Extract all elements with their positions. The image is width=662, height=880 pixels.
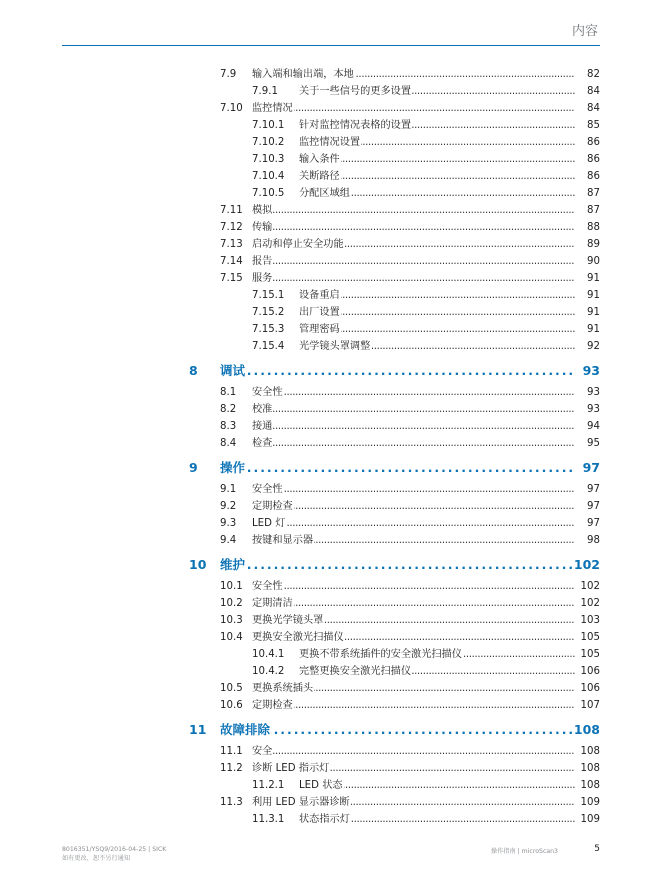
toc-entry-number: 10.2 xyxy=(220,598,243,609)
toc-entry-number: 11.3.1 xyxy=(252,814,285,825)
toc-entry-title xyxy=(252,219,575,236)
toc-entry-page: 105 xyxy=(580,632,600,643)
toc-entry-number: 7.10.4 xyxy=(252,171,285,182)
toc-entry-title xyxy=(252,532,575,549)
toc-entry-title-text: LED 灯 xyxy=(252,518,286,529)
toc-entry-title-text: 调试 xyxy=(220,363,246,378)
toc-entry-page: 84 xyxy=(587,103,600,114)
footer-page-number: 5 xyxy=(594,844,600,854)
toc-entry[interactable] xyxy=(0,697,662,714)
toc-entry-title xyxy=(220,553,575,577)
toc-entry-page: 97 xyxy=(587,501,600,512)
toc-entry-number: 7.10 xyxy=(220,103,243,114)
toc-entry-title xyxy=(299,777,575,794)
toc-entry-number: 11.2.1 xyxy=(252,780,285,791)
toc-entry[interactable] xyxy=(0,270,662,287)
toc-entry[interactable] xyxy=(0,236,662,253)
toc-entry-page: 97 xyxy=(587,518,600,529)
toc-entry-page: 89 xyxy=(587,239,600,250)
toc-entry-number: 10.3 xyxy=(220,615,243,626)
toc-entry-title-text: 完整更换安全激光扫描仪 xyxy=(299,666,412,677)
toc-entry-title xyxy=(252,629,575,646)
toc-entry-title xyxy=(299,134,575,151)
toc-entry-title xyxy=(299,338,575,355)
toc-entry-title xyxy=(220,359,575,383)
toc-entry-number: 9.3 xyxy=(220,518,237,529)
toc-entry[interactable] xyxy=(0,304,662,321)
toc-entry-title xyxy=(220,456,575,480)
toc-entry-page: 98 xyxy=(587,535,600,546)
toc-entry[interactable] xyxy=(0,338,662,355)
toc-entry-title xyxy=(299,646,575,663)
toc-entry-title xyxy=(252,794,575,811)
toc-entry-title-text: 报告 xyxy=(252,256,273,267)
toc-entry-page: 86 xyxy=(587,171,600,182)
toc-entry-number: 9.2 xyxy=(220,501,237,512)
toc-entry-number: 7.9.1 xyxy=(252,86,278,97)
toc-entry-title-text: 输入端和输出端，本地 xyxy=(252,69,354,80)
toc-entry-number: 7.10.3 xyxy=(252,154,285,165)
toc-entry[interactable] xyxy=(0,794,662,811)
toc-entry-title-text: 安全性 xyxy=(252,581,283,592)
toc-entry-title xyxy=(299,168,575,185)
header-rule xyxy=(62,45,600,46)
toc-entry-number: 7.13 xyxy=(220,239,243,250)
toc-entry-number: 11.3 xyxy=(220,797,243,808)
toc-entry-number: 7.14 xyxy=(220,256,243,267)
toc-entry-title-text: 更换系统插头 xyxy=(252,683,314,694)
toc-entry-title xyxy=(252,100,575,117)
toc-entry[interactable] xyxy=(0,168,662,185)
toc-entry-number: 7.15.2 xyxy=(252,307,285,318)
toc-entry-title xyxy=(252,253,575,270)
toc-entry-title-text: 按键和显示器 xyxy=(252,535,314,546)
toc-entry-number: 11 xyxy=(189,722,207,737)
toc-entry-number: 7.12 xyxy=(220,222,243,233)
toc-entry[interactable] xyxy=(0,66,662,83)
toc-entry-title-text: 管理密码 xyxy=(299,324,340,335)
toc-entry-title-text: 更换不带系统插件的安全激光扫描仪 xyxy=(299,649,462,660)
toc-entry-page: 93 xyxy=(582,363,600,378)
table-of-contents xyxy=(0,66,662,828)
toc-entry-title xyxy=(252,515,575,532)
toc-entry-number: 7.15.4 xyxy=(252,341,285,352)
toc-entry[interactable] xyxy=(0,321,662,338)
toc-entry-title-text: 定期清洁 xyxy=(252,598,293,609)
toc-entry[interactable] xyxy=(0,481,662,498)
toc-entry-number: 10.6 xyxy=(220,700,243,711)
toc-entry[interactable] xyxy=(0,743,662,760)
toc-entry-number: 7.9 xyxy=(220,69,237,80)
footer-left xyxy=(62,846,166,863)
toc-entry-title-text: 传输 xyxy=(252,222,273,233)
toc-entry-title-text: 光学镜头罩调整 xyxy=(299,341,371,352)
toc-entry[interactable] xyxy=(0,612,662,629)
toc-entry[interactable] xyxy=(0,498,662,515)
toc-entry-page: 91 xyxy=(587,290,600,301)
toc-entry-title xyxy=(299,185,575,202)
toc-entry-title xyxy=(252,481,575,498)
toc-entry-title xyxy=(252,66,575,83)
toc-entry-page: 86 xyxy=(587,137,600,148)
toc-entry-title xyxy=(252,236,575,253)
toc-entry[interactable] xyxy=(0,185,662,202)
footer-manual-name: 操作指南 | microScan3 xyxy=(490,848,558,855)
toc-entry[interactable] xyxy=(0,83,662,100)
toc-entry-page: 102 xyxy=(573,557,600,572)
toc-entry[interactable] xyxy=(0,578,662,595)
toc-entry-number: 10.5 xyxy=(220,683,243,694)
toc-entry-title-text: 定期检查 xyxy=(252,700,293,711)
toc-entry-title xyxy=(252,743,575,760)
toc-entry-number: 9.4 xyxy=(220,535,237,546)
toc-entry-number: 7.15 xyxy=(220,273,243,284)
toc-entry[interactable] xyxy=(0,151,662,168)
toc-entry-title-text: 设备重启 xyxy=(299,290,340,301)
toc-entry-title-text: 利用 LED 显示器诊断 xyxy=(252,797,350,808)
toc-entry[interactable] xyxy=(0,117,662,134)
toc-entry-page: 97 xyxy=(582,460,600,475)
toc-entry-title xyxy=(252,401,575,418)
toc-entry-page: 105 xyxy=(580,649,600,660)
footer-doc-id: 8016351/YSQ9/2016-04-25 | SICK xyxy=(62,846,167,853)
toc-entry-number: 10.1 xyxy=(220,581,243,592)
toc-entry-number: 7.15.3 xyxy=(252,324,285,335)
toc-entry-page: 88 xyxy=(587,222,600,233)
toc-entry-number: 7.15.1 xyxy=(252,290,285,301)
toc-entry-page: 84 xyxy=(587,86,600,97)
toc-entry-title xyxy=(252,435,575,452)
toc-entry-title xyxy=(252,680,575,697)
toc-entry[interactable] xyxy=(0,100,662,117)
toc-entry[interactable] xyxy=(0,663,662,680)
toc-entry-title-text: 分配区域组 xyxy=(299,188,350,199)
toc-entry-title-text: 安全性 xyxy=(252,484,283,495)
toc-entry-number: 9.1 xyxy=(220,484,237,495)
toc-entry-page: 106 xyxy=(580,683,600,694)
toc-entry-title-text: 监控情况设置 xyxy=(299,137,361,148)
toc-entry-page: 90 xyxy=(587,256,600,267)
toc-entry-number: 8.2 xyxy=(220,404,237,415)
toc-entry-title-text: 安全性 xyxy=(252,387,283,398)
toc-entry-page: 102 xyxy=(580,598,600,609)
toc-entry-title-text: 安全 xyxy=(252,746,273,757)
toc-entry-title xyxy=(252,270,575,287)
toc-entry-title-text: 定期检查 xyxy=(252,501,293,512)
toc-entry[interactable] xyxy=(0,680,662,697)
toc-entry-number: 10.4 xyxy=(220,632,243,643)
toc-entry-title xyxy=(252,697,575,714)
toc-entry[interactable] xyxy=(0,202,662,219)
toc-chapter-entry[interactable] xyxy=(0,359,662,383)
toc-entry[interactable] xyxy=(0,777,662,794)
toc-entry-title xyxy=(299,83,575,100)
toc-entry-number: 11.1 xyxy=(220,746,243,757)
toc-entry-page: 108 xyxy=(580,763,600,774)
toc-chapter-entry[interactable] xyxy=(0,456,662,480)
toc-entry-page: 103 xyxy=(580,615,600,626)
toc-entry[interactable] xyxy=(0,760,662,777)
toc-entry-page: 106 xyxy=(580,666,600,677)
toc-entry-title-text: 操作 xyxy=(220,460,246,475)
toc-entry-number: 8.4 xyxy=(220,438,237,449)
toc-entry-page: 92 xyxy=(587,341,600,352)
toc-entry-page: 109 xyxy=(580,797,600,808)
toc-entry-page: 108 xyxy=(580,746,600,757)
toc-entry[interactable] xyxy=(0,219,662,236)
toc-entry-title xyxy=(252,578,575,595)
toc-entry-title xyxy=(299,304,575,321)
toc-entry-page: 95 xyxy=(587,438,600,449)
toc-entry-title-text: 监控情况 xyxy=(252,103,293,114)
toc-entry-title xyxy=(299,287,575,304)
toc-entry-page: 87 xyxy=(587,205,600,216)
toc-entry-number: 10 xyxy=(189,557,207,572)
toc-entry-page: 102 xyxy=(580,581,600,592)
toc-entry-title xyxy=(299,321,575,338)
toc-entry-number: 7.11 xyxy=(220,205,243,216)
toc-entry-title xyxy=(220,718,575,742)
toc-entry-title xyxy=(299,117,575,134)
toc-entry-title-text: 检查 xyxy=(252,438,273,449)
toc-entry-page: 97 xyxy=(587,484,600,495)
footer-notice: 如有更改，恕不另行通知 xyxy=(62,854,131,862)
toc-entry[interactable] xyxy=(0,418,662,435)
toc-entry-title xyxy=(252,498,575,515)
toc-entry-number: 10.4.1 xyxy=(252,649,285,660)
toc-entry-title-text: 出厂设置 xyxy=(299,307,340,318)
toc-entry[interactable] xyxy=(0,515,662,532)
toc-entry[interactable] xyxy=(0,287,662,304)
toc-entry[interactable] xyxy=(0,532,662,549)
toc-entry-title xyxy=(299,663,575,680)
toc-entry-number: 9 xyxy=(189,460,198,475)
toc-entry-title xyxy=(252,760,575,777)
toc-entry[interactable] xyxy=(0,595,662,612)
toc-entry-page: 93 xyxy=(587,404,600,415)
toc-entry-title xyxy=(252,612,575,629)
toc-entry-page: 86 xyxy=(587,154,600,165)
toc-chapter-entry[interactable] xyxy=(0,718,662,742)
toc-entry-number: 8.3 xyxy=(220,421,237,432)
toc-entry-page: 108 xyxy=(580,780,600,791)
toc-entry-title-text: 状态指示灯 xyxy=(299,814,350,825)
toc-entry-title-text: 针对监控情况表格的设置 xyxy=(299,120,412,131)
toc-entry-number: 8.1 xyxy=(220,387,237,398)
toc-entry-number: 7.10.5 xyxy=(252,188,285,199)
toc-entry[interactable] xyxy=(0,253,662,270)
toc-entry-title xyxy=(299,151,575,168)
toc-entry-page: 94 xyxy=(587,421,600,432)
toc-entry-title-text: 关断路径 xyxy=(299,171,340,182)
toc-entry-page: 93 xyxy=(587,387,600,398)
toc-entry-page: 107 xyxy=(580,700,600,711)
toc-entry-page: 108 xyxy=(573,722,600,737)
toc-entry-title-text: 更换光学镜头罩 xyxy=(252,615,324,626)
toc-entry-page: 87 xyxy=(587,188,600,199)
toc-entry-title-text: 启动和停止安全功能 xyxy=(252,239,344,250)
toc-entry-title xyxy=(299,811,575,828)
toc-entry-number: 7.10.1 xyxy=(252,120,285,131)
toc-entry-title-text: LED 状态 xyxy=(299,780,343,791)
toc-entry-title xyxy=(252,202,575,219)
toc-entry-title-text: 校准 xyxy=(252,404,273,415)
toc-entry-title-text: 服务 xyxy=(252,273,273,284)
header-title: 内容 xyxy=(571,24,598,39)
toc-entry-number: 8 xyxy=(189,363,198,378)
toc-entry[interactable] xyxy=(0,646,662,663)
toc-entry-title xyxy=(252,384,575,401)
toc-chapter-entry[interactable] xyxy=(0,553,662,577)
toc-entry[interactable] xyxy=(0,401,662,418)
toc-entry-page: 91 xyxy=(587,307,600,318)
toc-entry-title xyxy=(252,595,575,612)
toc-entry-title-text: 诊断 LED 指示灯 xyxy=(252,763,330,774)
toc-entry[interactable] xyxy=(0,134,662,151)
toc-entry-title-text: 更换安全激光扫描仪 xyxy=(252,632,344,643)
toc-entry[interactable] xyxy=(0,629,662,646)
toc-entry-number: 7.10.2 xyxy=(252,137,285,148)
toc-entry-title-text: 故障排除 xyxy=(220,722,271,737)
toc-entry-number: 10.4.2 xyxy=(252,666,285,677)
toc-entry-title-text: 输入条件 xyxy=(299,154,340,165)
toc-entry-title-text: 接通 xyxy=(252,421,273,432)
toc-entry-page: 85 xyxy=(587,120,600,131)
toc-entry-title-text: 模拟 xyxy=(252,205,273,216)
toc-entry-number: 11.2 xyxy=(220,763,243,774)
toc-entry-title xyxy=(252,418,575,435)
toc-entry[interactable] xyxy=(0,811,662,828)
toc-entry-page: 91 xyxy=(587,273,600,284)
toc-entry[interactable] xyxy=(0,384,662,401)
toc-entry[interactable] xyxy=(0,435,662,452)
toc-entry-title-text: 维护 xyxy=(220,557,246,572)
toc-entry-page: 109 xyxy=(580,814,600,825)
toc-entry-page: 82 xyxy=(587,69,600,80)
toc-entry-page: 91 xyxy=(587,324,600,335)
toc-entry-title-text: 关于一些信号的更多设置 xyxy=(299,86,412,97)
